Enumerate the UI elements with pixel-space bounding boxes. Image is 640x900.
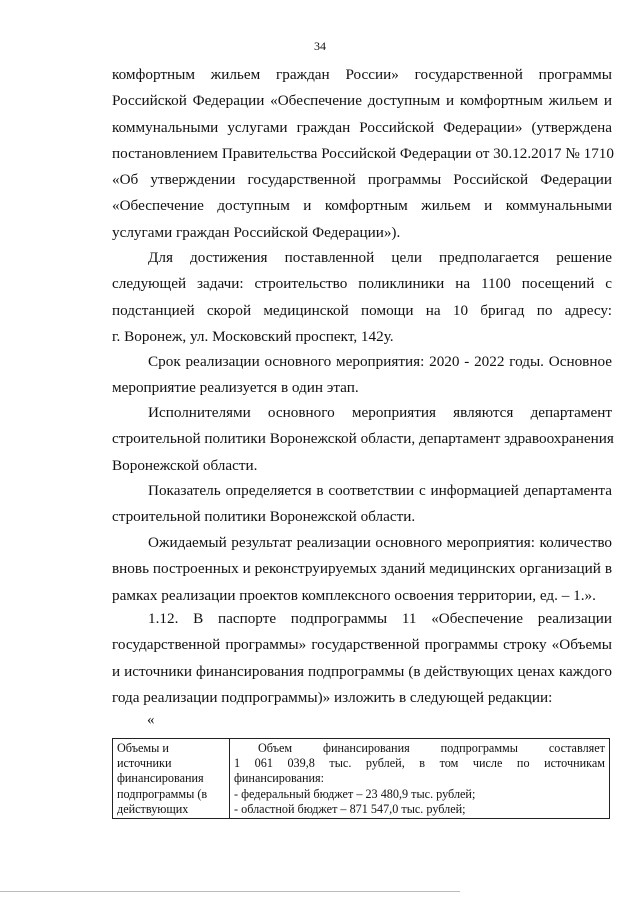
text-line: следующей задачи: строительство поликлиники на 1100 посещений с <box>112 275 612 293</box>
cell-line: - областной бюджет – 871 547,0 тыс. рублей; <box>234 801 466 816</box>
cell-line: финансирования: <box>234 771 325 786</box>
opening-quote: « <box>147 712 155 728</box>
cell-line: действующих <box>117 801 189 816</box>
cell-line: - федеральный бюджет – 23 480,9 тыс. рублей; <box>234 786 476 801</box>
footer-divider <box>0 891 460 892</box>
text-line: подстанцией скорой медицинской помощи на 10 бригад по адресу: <box>112 301 612 319</box>
paragraph-indicator <box>112 478 612 531</box>
text-line: г. Воронеж, ул. Московский проспект, 142у. <box>112 327 394 345</box>
text-line: Показатель определяется в соответствии с информацией департамента <box>148 482 612 499</box>
text-line: услугами граждан Российской Федерации»). <box>112 223 401 241</box>
cell-line: Объемы и <box>117 741 169 755</box>
paragraph-clause-1-12 <box>112 606 612 711</box>
cell-line: 1 061 039,8 тыс. рублей, в том числе по источникам <box>234 756 605 771</box>
text-line: Для достижения поставленной цели предполагается решение <box>148 249 612 266</box>
text-line: 1.12. В паспорте подпрограммы 11 «Обеспечение реализации <box>148 610 612 627</box>
text-line: Российской Федерации «Обеспечение доступным и комфортным жильем и <box>112 92 612 110</box>
cell-line: финансирования <box>117 771 204 786</box>
text-line: комфортным жильем граждан России» государственной программы <box>112 66 612 83</box>
text-line: рамках реализации проектов комплексного освоения территории, ед. – 1.». <box>112 586 596 604</box>
paragraph-task <box>112 245 612 350</box>
cell-line: источники <box>117 756 172 771</box>
text-line: коммунальными услугами граждан Российской Федерации» (утверждена <box>112 118 612 136</box>
paragraph-executors <box>112 400 612 479</box>
cell-line: подпрограммы (в <box>117 786 208 801</box>
text-line: Воронежской области. <box>112 456 258 474</box>
text-line: постановлением Правительства Российской Федерации от 30.12.2017 № 1710 <box>112 144 614 162</box>
text-line: «Об утверждении государственной программы Российской Федерации <box>112 171 612 189</box>
cell-line: Объем финансирования подпрограммы составляет <box>258 741 605 755</box>
text-line: вновь построенных и реконструируемых зданий медицинских организаций в <box>112 560 612 578</box>
paragraph-expected-result <box>112 530 612 609</box>
financing-table <box>112 738 610 819</box>
text-line: Ожидаемый результат реализации основного мероприятия: количество <box>148 534 612 551</box>
table-row <box>113 739 610 819</box>
text-line: и источники финансирования подпрограммы (в действующих ценах каждого <box>112 662 612 680</box>
text-line: года реализации подпрограммы)» изложить в следующей редакции: <box>112 688 553 706</box>
text-line: государственной программы» государственной программы строку «Объемы <box>112 636 612 654</box>
text-line: Исполнителями основного мероприятия являются департамент <box>148 404 612 421</box>
text-line: «Обеспечение доступным и комфортным жильем и коммунальными <box>112 197 612 215</box>
text-line: строительной политики Воронежской области, департамент здравоохранения <box>112 430 614 448</box>
paragraph-timeline <box>112 349 612 402</box>
text-line: Срок реализации основного мероприятия: 2020 - 2022 годы. Основное <box>148 353 612 370</box>
text-line: мероприятие реализуется в один этап. <box>112 379 359 397</box>
table-cell-value <box>230 739 610 819</box>
table-cell-label <box>113 739 230 819</box>
paragraph-program-reference <box>112 62 612 246</box>
text-line: строительной политики Воронежской области. <box>112 508 416 526</box>
page-number: 34 <box>314 39 326 53</box>
